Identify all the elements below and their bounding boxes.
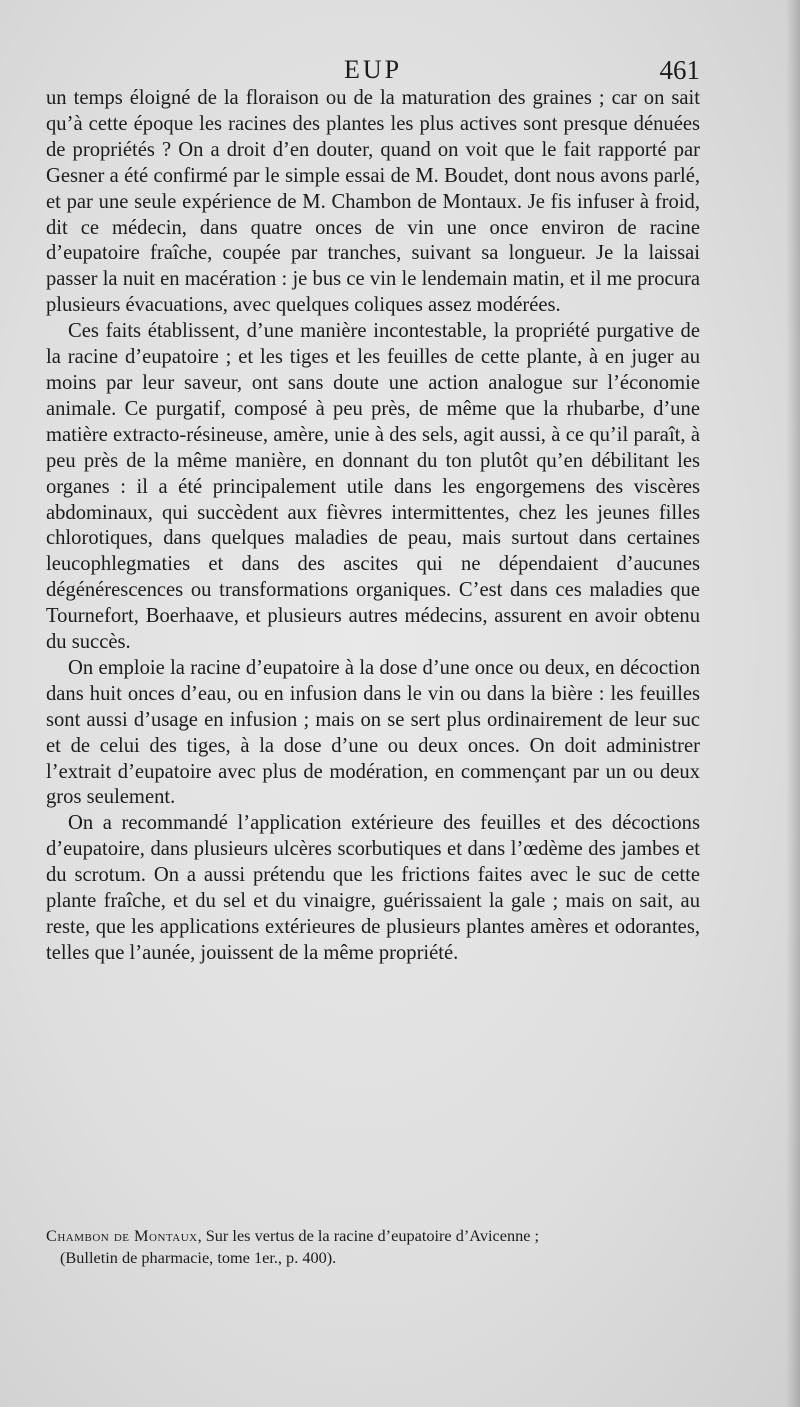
page-number: 461 — [659, 55, 700, 85]
paragraph-purgative-property: Ces faits établissent, d’une manière incontestable, la propriété purgative de la racine d’eupatoire ; et les tiges et les feuilles de cette plante, à en juger au moins par leur saveur, ont sans doute une action analogue sur l’économie animale. Ce purgatif, composé à peu près, de même que la rhubarbe, d’une matière extracto-résineuse, amère, unie à des sels, agit aussi, à ce qu’il paraît, à peu près de la même manière, en donnant du ton plutôt qu’en débilitant les organes : il a été principalement utile dans les engorgemens des viscères abdominaux, qui succèdent aux fièvres intermittentes, chez les jeunes filles chlorotiques, dans quelques maladies de peau, mais surtout dans certaines leucophlegmaties et dans des ascites qui ne dépendaient d’aucunes dégénérescences ou transformations organiques. C’est dans ces maladies que Tournefort, Boerhaave, et plusieurs autres médecins, assurent en avoir obtenu du succès. — [46, 320, 700, 654]
paragraph-continuation: un temps éloigné de la floraison ou de la maturation des graines ; car on sait qu’à cette époque les racines des plantes les plus actives sont presque dénuées de propriétés ? On a droit d’en douter, quand on voit que le fait rapporté par Gesner a été confirmé par le simple essai de M. Boudet, dont nous avons parlé, et par une seule expérience de M. Chambon de Montaux. Je fis infuser à froid, dit ce médecin, dans quatre onces de vin une once environ de racine d’eupatoire fraîche, coupée par tranches, suivant sa longueur. Je la laissai passer la nuit en macération : je bus ce vin le lendemain matin, et il me procura plusieurs évacuations, avec quelques coliques assez modérées. — [46, 87, 700, 317]
footnote — [46, 1225, 706, 1269]
page-edge-shadow — [786, 0, 800, 1407]
running-title: EUP — [343, 55, 403, 84]
paragraph-dosage: On emploie la racine d’eupatoire à la dose d’une once ou deux, en décoction dans huit onces d’eau, ou en infusion dans le vin ou dans la bière : les feuilles sont aussi d’usage en infusion ; mais on se sert plus ordinairement de leur suc et de celui des tiges, à la dose d’une ou deux onces. On doit administrer l’extrait d’eupatoire avec plus de modération, en commençant par un ou deux gros seulement. — [46, 656, 700, 809]
body-text — [46, 86, 700, 967]
footnote-source: (Bulletin de pharmacie, tome 1er., p. 400). — [60, 1248, 337, 1267]
paragraph-external-use: On a recommandé l’application extérieure des feuilles et des décoctions d’eupatoire, dans plusieurs ulcères scorbutiques et dans l’œdème des jambes et du scrotum. On a aussi prétendu que les frictions faites avec le suc de cette plante fraîche, et du sel et du vinaigre, guérissaient la gale ; mais on sait, au reste, que les applications extérieures de plusieurs plantes amères et odorantes, telles que l’aunée, jouissent de la même propriété. — [46, 812, 700, 964]
running-head — [46, 55, 700, 89]
footnote-title: , Sur les vertus de la racine d’eupatoire d’Avicenne ; — [197, 1226, 540, 1245]
footnote-author: Chambon de Montaux — [46, 1226, 198, 1245]
